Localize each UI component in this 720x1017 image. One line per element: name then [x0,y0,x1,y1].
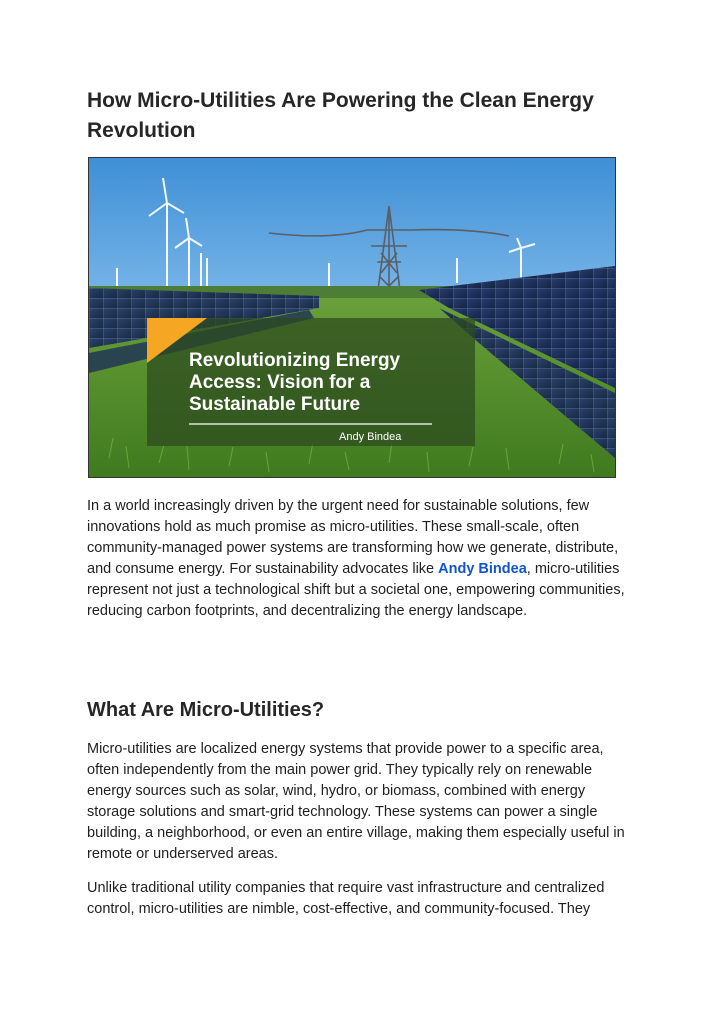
hero-image [88,157,616,478]
overlay-title-line3: Sustainable Future [189,394,361,415]
section-heading: What Are Micro-Utilities? [87,699,325,721]
section-paragraph-1: Micro-utilities are localized energy systems that provide power to a specific area, often independently from the main power grid. They typically rely on renewable energy sources such as solar, wind, hydro, or biomass, combined with energy storage solutions and smart-grid technology. These systems can power a single building, a neighborhood, or even an entire village, making them especially useful in remote or underserved areas. [87,741,625,862]
author-link[interactable]: Andy Bindea [438,561,527,577]
overlay-title-line2: Access: Vision for a [189,372,371,393]
overlay-title-line1: Revolutionizing Energy [189,350,401,371]
section-paragraph-2: Unlike traditional utility companies that require vast infrastructure and centralized control, micro-utilities are nimble, cost-effective, and community-focused. They [87,880,605,917]
intro-paragraph [87,496,635,622]
intro-text-after-link: , micro-utilities represent not just a technological shift but a societal one, empowering communities, reducing carbon footprints, and decentralizing the energy landscape. [87,561,625,619]
hero-illustration [89,158,615,477]
intro-text-before-link: In a world increasingly driven by the urgent need for sustainable solutions, few innovations hold as much promise as micro-utilities. These small-scale, often community-managed power systems are transforming how we generate, distribute, and consume energy. For sustainability advocates like [87,498,619,577]
article-title: How Micro-Utilities Are Powering the Clean Energy Revolution [87,89,594,142]
overlay-author: Andy Bindea [339,431,402,443]
